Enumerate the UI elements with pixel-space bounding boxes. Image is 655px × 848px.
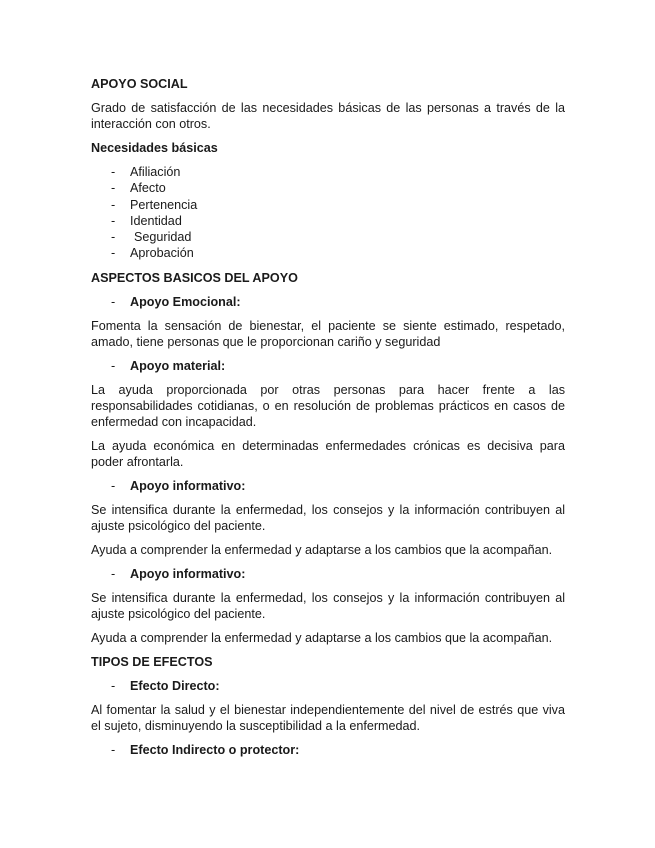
list-item: - Afecto (111, 181, 166, 196)
emocional-paragraph: Fomenta la sensación de bienestar, el paciente se siente estimado, respetado, amado, tiene personas que le proporcionan cariño y seguridad (91, 318, 565, 349)
list-item: - Seguridad (111, 230, 192, 245)
material-paragraph-1: La ayuda proporcionada por otras personas para hacer frente a las responsabilidades cotidianas, o en resolución de problemas prácticos en casos de enfermedad con incapacidad. (91, 382, 565, 429)
list-item: - Pertenencia (111, 197, 198, 212)
list-item: - Aprobación (111, 246, 194, 261)
needs-list (91, 164, 565, 262)
aspects-heading: ASPECTOS BASICOS DEL APOYO (91, 270, 298, 285)
list-item: - Afiliación (111, 165, 181, 179)
main-title: APOYO SOCIAL (91, 77, 188, 91)
effects-heading: TIPOS DE EFECTOS (91, 654, 213, 669)
subheading-directo: - Efecto Directo: (111, 678, 220, 693)
material-paragraph-2: La ayuda económica en determinadas enfermedades crónicas es decisiva para poder afrontarla. (91, 438, 565, 469)
subheading-emocional: - Apoyo Emocional: (111, 294, 241, 309)
informativo-2-paragraph-1: Se intensifica durante la enfermedad, los consejos y la información contribuyen al ajuste psicológico del paciente. (91, 590, 565, 621)
subheading-informativo-1: - Apoyo informativo: (111, 478, 246, 493)
list-item: - Identidad (111, 213, 182, 228)
directo-paragraph: Al fomentar la salud y el bienestar independientemente del nivel de estrés que viva el sujeto, disminuyendo la susceptibilidad a la enfermedad. (91, 702, 565, 733)
informativo-1-paragraph-2: Ayuda a comprender la enfermedad y adaptarse a los cambios que la acompañan. (91, 542, 553, 557)
subheading-material: - Apoyo material: (111, 358, 226, 373)
informativo-1-paragraph-1: Se intensifica durante la enfermedad, los consejos y la información contribuyen al ajuste psicológico del paciente. (91, 502, 565, 533)
informativo-2-paragraph-2: Ayuda a comprender la enfermedad y adaptarse a los cambios que la acompañan. (91, 630, 553, 645)
needs-heading: Necesidades básicas (91, 141, 218, 155)
subheading-informativo-2: - Apoyo informativo: (111, 566, 246, 581)
subheading-indirecto: - Efecto Indirecto o protector: (111, 742, 300, 757)
definition-paragraph: Grado de satisfacción de las necesidades básicas de las personas a través de la interacción con otros. (91, 101, 565, 131)
